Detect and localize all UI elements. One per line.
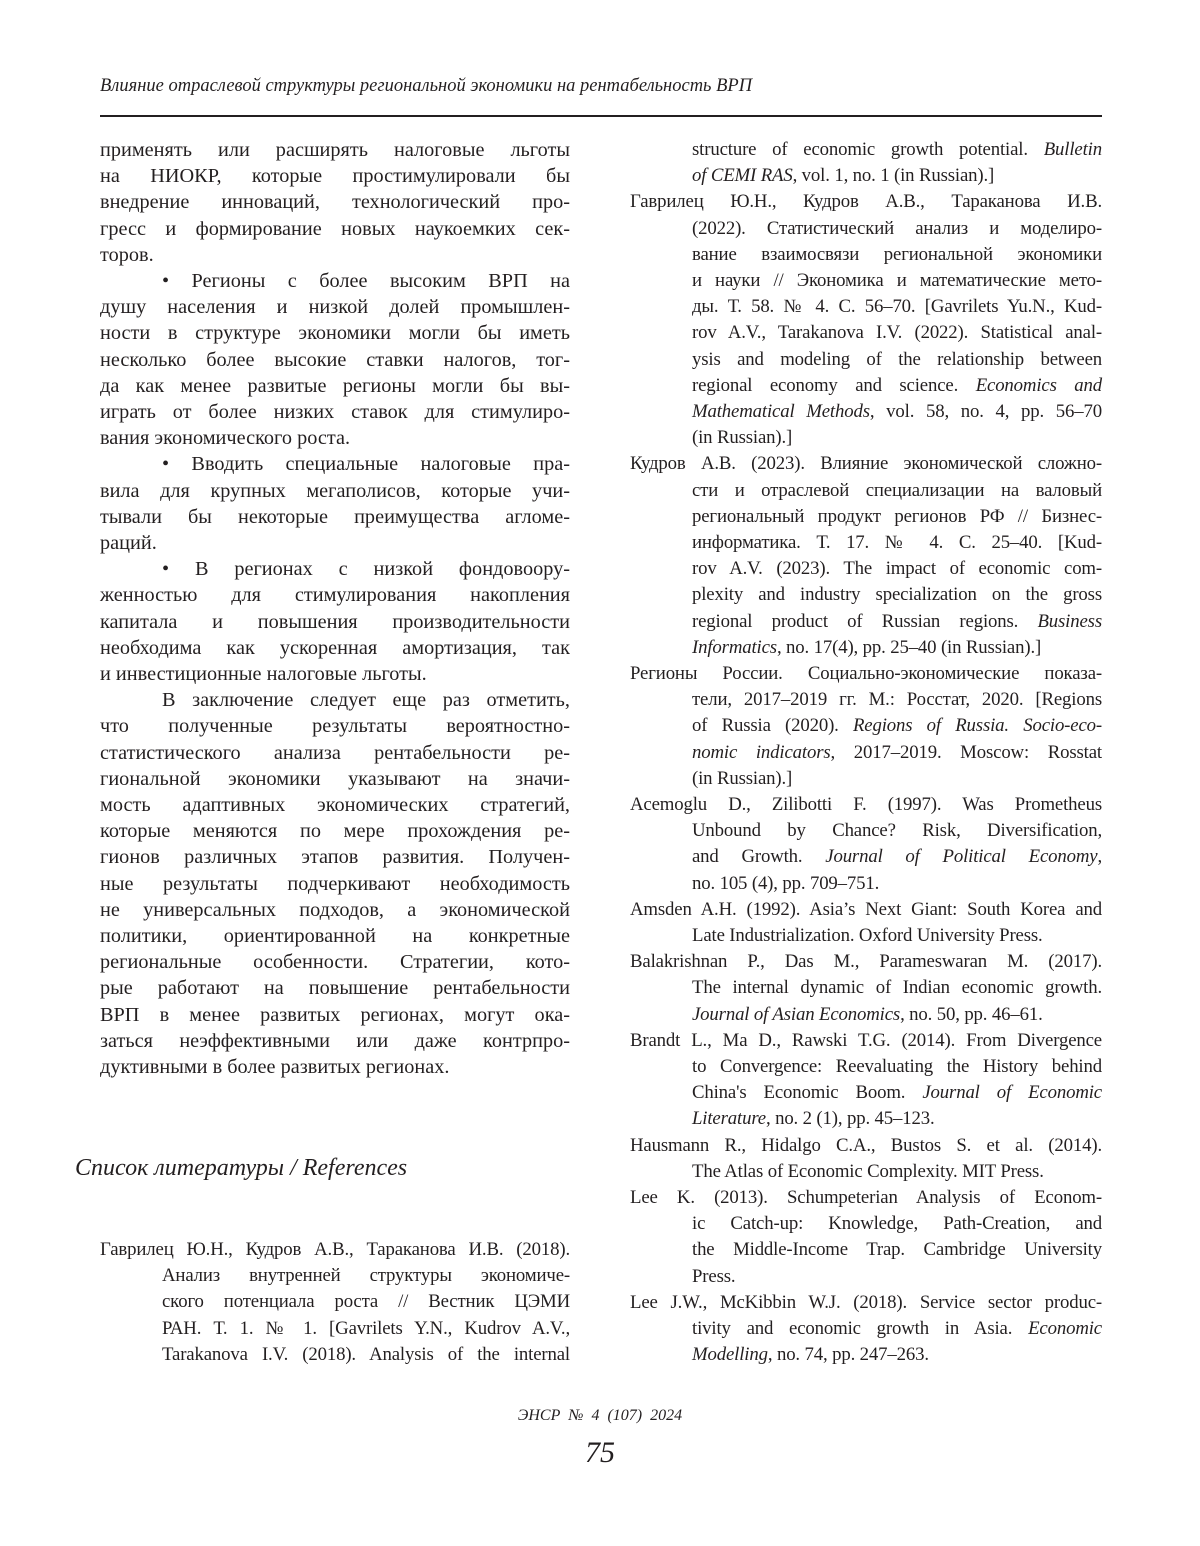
text-line: гресс и формирование новых наукоемких сек-	[100, 216, 570, 242]
text-line: мость адаптивных экономических стратегий,	[100, 792, 570, 818]
text-line: ic Catch-up: Knowledge, Path-Creation, and	[692, 1211, 1102, 1237]
text-line: (2022). Статистический анализ и моделиро-	[692, 216, 1102, 242]
text-line: Amsden A.H. (1992). Asia’s Next Giant: South Korea and	[630, 897, 1102, 923]
text-line	[692, 844, 1102, 870]
text-line: (in Russian).]	[692, 766, 1102, 792]
italic-title-segment: Regions of Russia. Socio-eco-	[853, 715, 1102, 736]
text-line: the Middle-Income Trap. Cambridge University	[692, 1237, 1102, 1263]
text-line: ности в структуре экономики могли бы иметь	[100, 320, 570, 346]
text-segment: , 2017–2019. Moscow: Rosstat	[831, 742, 1102, 763]
text-line: региональные особенности. Стратегии, кото-	[100, 949, 570, 975]
text-line: несколько более высокие ставки налогов, тог-	[100, 347, 570, 373]
text-line: ные результаты подчеркивают необходимость	[100, 871, 570, 897]
italic-title-segment: Journal of Political Economy	[825, 846, 1097, 867]
text-segment: regional economy and science.	[692, 375, 976, 396]
text-line: раций.	[100, 530, 570, 556]
text-line: ВРП в менее развитых регионах, могут ока-	[100, 1002, 570, 1028]
references-heading: Список литературы / References	[75, 1155, 407, 1182]
italic-title-segment: Modelling	[692, 1344, 768, 1365]
text-line: рые работают на повышение рентабельности	[100, 975, 570, 1001]
text-line	[692, 399, 1102, 425]
text-line: Unbound by Chance? Risk, Diversification,	[692, 818, 1102, 844]
italic-title-segment: Journal of Asian Economics	[692, 1004, 900, 1025]
text-line: сти и отраслевой специализации на валовый	[692, 478, 1102, 504]
text-segment: , vol. 58, no. 4, pp. 56–70	[870, 401, 1102, 422]
text-line: что полученные результаты вероятностно-	[100, 713, 570, 739]
running-title: Влияние отраслевой структуры региональной экономики на рентабельность ВРП	[100, 76, 752, 97]
text-line: гиональной экономики указывают на значи-	[100, 766, 570, 792]
text-line	[692, 713, 1102, 739]
text-line: Acemoglu D., Zilibotti F. (1997). Was Prometheus	[630, 792, 1102, 818]
text-line: В заключение следует еще раз отметить,	[162, 687, 570, 713]
text-line: и инвестиционные налоговые льготы.	[100, 661, 570, 687]
text-line: Hausmann R., Hidalgo C.A., Bustos S. et al. (2014).	[630, 1133, 1102, 1159]
italic-title-segment: Informatics	[692, 637, 777, 658]
text-line	[692, 740, 1102, 766]
text-line: гионов различных этапов развития. Получен-	[100, 844, 570, 870]
text-line: вания экономического роста.	[100, 425, 570, 451]
text-line: информатика. Т. 17. № 4. С. 25–40. [Kud-	[692, 530, 1102, 556]
text-segment: of Russia (2020).	[692, 715, 853, 736]
text-line: rov A.V. (2023). The impact of economic com-	[692, 556, 1102, 582]
italic-title-segment: of CEMI RAS	[692, 165, 793, 186]
text-line: вила для крупных мегаполисов, которые учи-	[100, 478, 570, 504]
text-line: РАН. Т. 1. № 1. [Gavrilets Y.N., Kudrov A.V.,	[162, 1316, 570, 1342]
text-segment: structure of economic growth potential.	[692, 139, 1044, 160]
text-line	[692, 1106, 1102, 1132]
text-line: внедрение инноваций, технологический про-	[100, 189, 570, 215]
text-line: (in Russian).]	[692, 425, 1102, 451]
text-line: капитала и повышения производительности	[100, 609, 570, 635]
italic-title-segment: Literature	[692, 1108, 766, 1129]
text-line	[692, 1342, 1102, 1368]
text-line: rov A.V., Tarakanova I.V. (2022). Statistical anal-	[692, 320, 1102, 346]
text-line: душу населения и низкой долей промышлен-	[100, 294, 570, 320]
text-line: Balakrishnan P., Das M., Parameswaran M. (2017).	[630, 949, 1102, 975]
text-line: Гаврилец Ю.Н., Кудров А.В., Тараканова И.В.	[630, 189, 1102, 215]
text-line: • В регионах с низкой фондовоору-	[162, 556, 570, 582]
text-segment: China's Economic Boom.	[692, 1082, 922, 1103]
text-line: ды. Т. 58. № 4. С. 56–70. [Gavrilets Yu.N., Kud-	[692, 294, 1102, 320]
text-line: дуктивными в более развитых регионах.	[100, 1054, 570, 1080]
italic-title-segment: Business	[1037, 611, 1102, 632]
text-line: статистического анализа рентабельности ре-	[100, 740, 570, 766]
text-line	[692, 1316, 1102, 1342]
text-segment: , no. 17(4), pp. 25–40 (in Russian).]	[777, 637, 1041, 658]
text-line: plexity and industry specialization on the gross	[692, 582, 1102, 608]
text-line: Brandt L., Ma D., Rawski T.G. (2014). From Divergence	[630, 1028, 1102, 1054]
italic-title-segment: Journal of Economic	[922, 1082, 1102, 1103]
page-number: 75	[0, 1436, 1200, 1470]
text-line: ysis and modeling of the relationship between	[692, 347, 1102, 373]
text-segment: tivity and economic growth in Asia.	[692, 1318, 1028, 1339]
text-segment: regional product of Russian regions.	[692, 611, 1037, 632]
text-segment: , no. 2 (1), pp. 45–123.	[766, 1108, 935, 1129]
text-line: The internal dynamic of Indian economic growth.	[692, 975, 1102, 1001]
text-line: Lee K. (2013). Schumpeterian Analysis of Econom-	[630, 1185, 1102, 1211]
text-line: да как менее развитые регионы могли бы вы-	[100, 373, 570, 399]
text-line: тели, 2017–2019 гг. М.: Росстат, 2020. [Regions	[692, 687, 1102, 713]
text-line	[692, 163, 1102, 189]
text-line: тывали бы некоторые преимущества агломе-	[100, 504, 570, 530]
text-line: • Вводить специальные налоговые пра-	[162, 451, 570, 477]
text-line: Гаврилец Ю.Н., Кудров А.В., Тараканова И.В. (2018).	[100, 1237, 570, 1263]
text-line: no. 105 (4), pp. 709–751.	[692, 871, 1102, 897]
italic-title-segment: Economics and	[976, 375, 1102, 396]
text-line: торов.	[100, 242, 570, 268]
text-line: to Convergence: Reevaluating the History behind	[692, 1054, 1102, 1080]
text-line	[692, 609, 1102, 635]
text-line: региональный продукт регионов РФ // Бизнес-	[692, 504, 1102, 530]
text-line: применять или расширять налоговые льготы	[100, 137, 570, 163]
text-line: вание взаимосвязи региональной экономики	[692, 242, 1102, 268]
text-line	[692, 137, 1102, 163]
footer-journal-issue: ЭНСР № 4 (107) 2024	[0, 1407, 1200, 1425]
header-rule	[100, 115, 1102, 117]
text-line: которые меняются по мере прохождения ре-	[100, 818, 570, 844]
text-line: Late Industrialization. Oxford University Press.	[692, 923, 1102, 949]
text-line: Анализ внутренней структуры экономиче-	[162, 1263, 570, 1289]
text-line: • Регионы с более высоким ВРП на	[162, 268, 570, 294]
italic-title-segment: Bulletin	[1044, 139, 1102, 160]
text-line	[692, 1002, 1102, 1028]
text-line: Кудров А.В. (2023). Влияние экономической сложно-	[630, 451, 1102, 477]
text-segment: ,	[1097, 846, 1102, 867]
text-line	[692, 1080, 1102, 1106]
text-line: не универсальных подходов, а экономической	[100, 897, 570, 923]
text-line	[692, 373, 1102, 399]
italic-title-segment: Mathematical Methods	[692, 401, 870, 422]
italic-title-segment: Economic	[1028, 1318, 1102, 1339]
text-segment: , no. 74, pp. 247–263.	[768, 1344, 929, 1365]
text-line	[692, 635, 1102, 661]
text-line: Lee J.W., McKibbin W.J. (2018). Service sector produc-	[630, 1290, 1102, 1316]
text-line: The Atlas of Economic Complexity. MIT Press.	[692, 1159, 1102, 1185]
text-line: и науки // Экономика и математические мето-	[692, 268, 1102, 294]
text-line: Tarakanova I.V. (2018). Analysis of the internal	[162, 1342, 570, 1368]
text-line: на НИОКР, которые простимулировали бы	[100, 163, 570, 189]
italic-title-segment: nomic indicators	[692, 742, 831, 763]
text-line: играть от более низких ставок для стимулиро-	[100, 399, 570, 425]
text-line: Регионы России. Социально-экономические показа-	[630, 661, 1102, 687]
text-line: Press.	[692, 1264, 1102, 1290]
text-segment: and Growth.	[692, 846, 825, 867]
text-line: ского потенциала роста // Вестник ЦЭМИ	[162, 1289, 570, 1315]
text-segment: , no. 50, pp. 46–61.	[900, 1004, 1043, 1025]
text-line: заться неэффективными или даже контрпро-	[100, 1028, 570, 1054]
text-line: политики, ориентированной на конкретные	[100, 923, 570, 949]
text-segment: , vol. 1, no. 1 (in Russian).]	[793, 165, 995, 186]
text-line: женностью для стимулирования накопления	[100, 582, 570, 608]
text-line: необходима как ускоренная амортизация, так	[100, 635, 570, 661]
